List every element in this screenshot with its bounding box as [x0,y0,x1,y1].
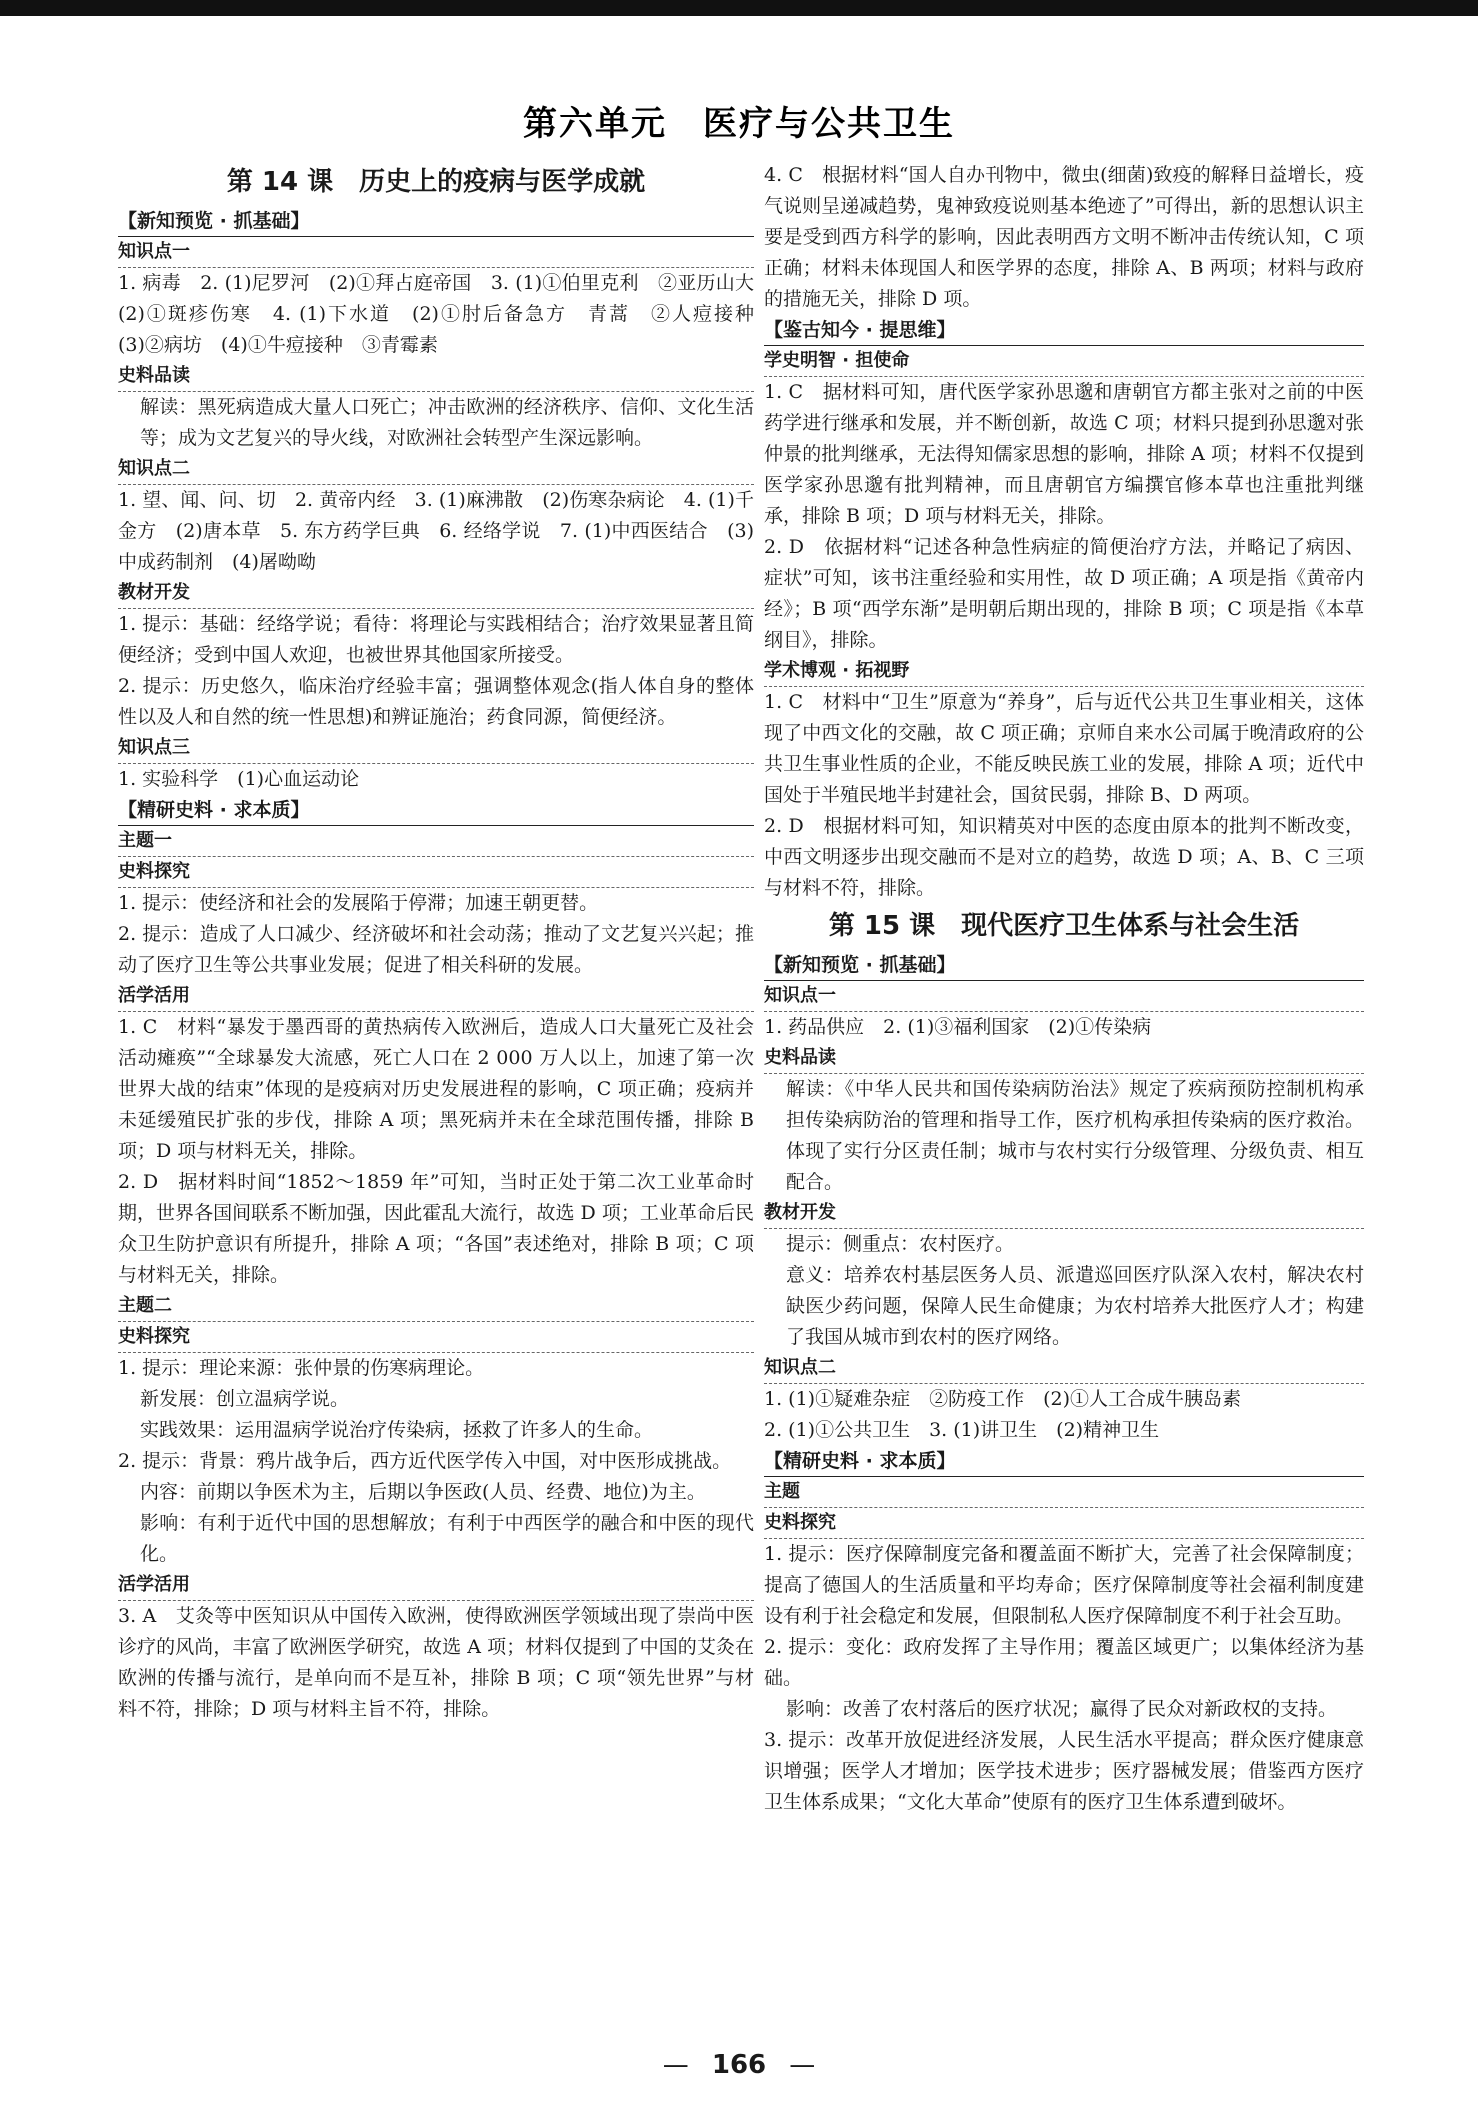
subsection-heading: 主题一 [118,826,754,857]
subsection-heading: 教材开发 [118,578,754,609]
lesson-title: 第 15 课 现代医疗卫生体系与社会生活 [828,911,1300,941]
answer-paragraph: 1. 提示：医疗保障制度完备和覆盖面不断扩大，完善了社会保障制度；提高了德国人的生活质量和平均寿命；医疗保障制度等社会福利制度建设有利于社会稳定和发展，但限制私人医疗保障制度不利于社会互助。 [764,1543,1364,1627]
subsection-heading: 史料品读 [118,361,754,392]
answer-paragraph: 1. 提示：基础：经络学说；看待：将理论与实践相结合；治疗效果显著且简便经济；受到中国人欢迎，也被世界其他国家所接受。 [118,613,754,666]
section-heading: 【鉴古知今 · 提思维】 [764,315,1364,346]
lesson-title: 第 14 课 历史上的疫病与医学成就 [226,167,646,197]
subsection-heading: 活学活用 [118,1570,754,1601]
subsection-heading: 知识点一 [118,237,754,268]
answer-paragraph: 3. 提示：改革开放促进经济发展，人民生活水平提高；群众医疗健康意识增强；医学人才增加；医学技术进步；医疗器械发展；借鉴西方医疗卫生体系成果；“文化大革命”使原有的医疗卫生体系遭到破坏。 [764,1729,1364,1813]
answer-paragraph: 1. 病毒 2. (1)尼罗河 (2)①拜占庭帝国 3. (1)①伯里克利 ②亚历山大 (2)①斑疹伤寒 4. (1)下水道 (2)①肘后备急方 青蒿 ②人痘接种 (3)②病坊 (4)①牛痘接种 ③青霉素 [118,272,774,356]
answer-paragraph: 2. 提示：历史悠久，临床治疗经验丰富；强调整体观念(指人体自身的整体性以及人和自然的统一性思想)和辨证施治；药食同源，简便经济。 [118,675,754,728]
answer-paragraph: 解读：《中华人民共和国传染病防治法》规定了疾病预防控制机构承担传染病防治的管理和指导工作，医疗机构承担传染病的医疗救治。体现了实行分区责任制；城市与农村实行分级管理、分级负责、相互配合。 [786,1078,1364,1193]
answer-paragraph: 2. (1)①公共卫生 3. (1)讲卫生 (2)精神卫生 [764,1419,1160,1441]
answer-paragraph: 3. A 艾灸等中医知识从中国传入欧洲，使得欧洲医学领域出现了崇尚中医诊疗的风尚，丰富了欧洲医学研究，故选 A 项；材料仅提到了中国的艾灸在欧洲的传播与流行，是单向而不是互补，排除 B 项；C 项“领先世界”与材料不符，排除；D 项与材料主旨不符，排除。 [118,1605,754,1720]
answer-paragraph: 1. C 材料“暴发于墨西哥的黄热病传入欧洲后，造成人口大量死亡及社会活动瘫痪”“全球暴发大流感，死亡人口在 2 000 万人以上，加速了第一次世界大战的结束”体现的是疫病对历史发展进程的影响，C 项正确；疫病并未延缓殖民扩张的步伐，排除 A 项；黑死病并未在全球范围传播，排除 B 项；D 项与材料无关，排除。 [118,1016,754,1162]
footer-dash-right: — [789,2050,816,2080]
footer-dash-left: — [662,2050,689,2080]
answer-paragraph: 1. 实验科学 (1)心血运动论 [118,768,360,790]
subsection-heading: 学术博观 · 拓视野 [764,656,1364,687]
subsection-heading: 史料品读 [764,1043,1364,1074]
subsection-heading: 知识点一 [764,981,1364,1012]
answer-paragraph: 解读：黑死病造成大量人口死亡；冲击欧洲的经济秩序、信仰、文化生活等；成为文艺复兴的导火线，对欧洲社会转型产生深远影响。 [140,396,754,449]
subsection-heading: 教材开发 [764,1198,1364,1229]
answer-paragraph: 1. C 据材料可知，唐代医学家孙思邈和唐朝官方都主张对之前的中医药学进行继承和发展，并不断创新，故选 C 项；材料只提到孙思邈对张仲景的批判继承，无法得知儒家思想的影响，排除 A 项；材料不仅提到医学家孙思邈有批判精神，而且唐朝官方编撰官修本草也注重批判继承，排除 B 项；D 项与材料无关，排除。 [764,381,1364,527]
answer-paragraph: 1. 望、闻、问、切 2. 黄帝内经 3. (1)麻沸散 (2)伤寒杂病论 4. (1)千金方 (2)唐本草 5. 东方药学巨典 6. 经络学说 7. (1)中西医结合 (3)中成药制剂 (4)屠呦呦 [118,489,754,573]
subsection-heading: 主题二 [118,1291,754,1322]
answer-paragraph: 内容：前期以争医术为主，后期以争医政(人员、经费、地位)为主。 [140,1481,706,1503]
subsection-heading: 知识点二 [118,454,754,485]
section-heading: 【精研史料 · 求本质】 [764,1446,1364,1477]
section-heading: 【新知预览 · 抓基础】 [118,206,754,237]
answer-paragraph: 2. D 根据材料可知，知识精英对中医的态度由原本的批判不断改变，中西文明逐步出现交融而不是对立的趋势，故选 D 项；A、B、C 三项与材料不符，排除。 [764,815,1364,899]
subsection-heading: 史料探究 [118,857,754,888]
answer-paragraph: 影响：有利于近代中国的思想解放；有利于中西医学的融合和中医的现代化。 [140,1512,754,1565]
unit-title: 第六单元 医疗与公共卫生 [523,104,955,144]
section-heading: 【新知预览 · 抓基础】 [764,950,1364,981]
answer-paragraph: 2. 提示：背景：鸦片战争后，西方近代医学传入中国，对中医形成挑战。 [118,1450,732,1472]
page-number: 166 [711,2050,767,2080]
answer-paragraph: 2. 提示：变化：政府发挥了主导作用；覆盖区域更广；以集体经济为基础。 [764,1636,1364,1689]
answer-paragraph: 2. D 依据材料“记述各种急性病症的简便治疗方法，并略记了病因、症状”可知，该书注重经验和实用性，故 D 项正确；A 项是指《黄帝内经》；B 项“西学东渐”是明朝后期出现的，排除 B 项；C 项是指《本草纲目》，排除。 [764,536,1364,651]
subsection-heading: 活学活用 [118,981,754,1012]
answer-paragraph: 1. 提示：使经济和社会的发展陷于停滞；加速王朝更替。 [118,892,599,914]
subsection-heading: 史料探究 [764,1508,1364,1539]
answer-paragraph: 2. D 据材料时间“1852～1859 年”可知，当时正处于第二次工业革命时期，世界各国间联系不断加强，因此霍乱大流行，故选 D 项；工业革命后民众卫生防护意识有所提升，排除 A 项；“各国”表述绝对，排除 B 项；C 项与材料无关，排除。 [118,1171,754,1286]
subsection-heading: 主题 [764,1477,1364,1508]
answer-paragraph: 影响：改善了农村落后的医疗状况；赢得了民众对新政权的支持。 [786,1698,1338,1720]
answer-paragraph: 2. 提示：造成了人口减少、经济破坏和社会动荡；推动了文艺复兴兴起；推动了医疗卫生等公共事业发展；促进了相关科研的发展。 [118,923,754,976]
answer-paragraph: 实践效果：运用温病学说治疗传染病，拯救了许多人的生命。 [140,1419,654,1441]
answer-paragraph: 提示：侧重点：农村医疗。 [786,1233,1015,1255]
answer-paragraph: 4. C 根据材料“国人自办刊物中，微虫(细菌)致疫的解释日益增长，疫气说则呈递减趋势，鬼神致疫说则基本绝迹了”可得出，新的思想认识主要是受到西方科学的影响，因此表明西方文明不断冲击传统认知，C 项正确；材料未体现国人和医学界的态度，排除 A、B 两项；材料与政府的措施无关，排除 D 项。 [764,164,1364,310]
answer-paragraph: 1. (1)①疑难杂症 ②防疫工作 (2)①人工合成牛胰岛素 [764,1388,1241,1410]
subsection-heading: 知识点二 [764,1353,1364,1384]
answer-paragraph: 新发展：创立温病学说。 [140,1388,350,1410]
subsection-heading: 史料探究 [118,1322,754,1353]
subsection-heading: 知识点三 [118,733,754,764]
right-column [764,160,1364,1818]
page-footer [0,2050,1478,2080]
top-edge-bar [0,0,1478,16]
answer-paragraph: 意义：培养农村基层医务人员、派遣巡回医疗队深入农村，解决农村缺医少药问题，保障人民生命健康；为农村培养大批医疗人才；构建了我国从城市到农村的医疗网络。 [786,1264,1364,1348]
answer-paragraph: 1. 药品供应 2. (1)③福利国家 (2)①传染病 [764,1016,1152,1038]
answer-paragraph: 1. 提示：理论来源：张仲景的伤寒病理论。 [118,1357,485,1379]
answer-paragraph: 1. C 材料中“卫生”原意为“养身”，后与近代公共卫生事业相关，这体现了中西文化的交融，故 C 项正确；京师自来水公司属于晚清政府的公共卫生事业性质的企业，不能反映民族工业的发展，排除 A 项；近代中国处于半殖民地半封建社会，国贫民弱，排除 B、D 两项。 [764,691,1364,806]
subsection-heading: 学史明智 · 担使命 [764,346,1364,377]
left-column [118,160,774,1725]
section-heading: 【精研史料 · 求本质】 [118,795,754,826]
